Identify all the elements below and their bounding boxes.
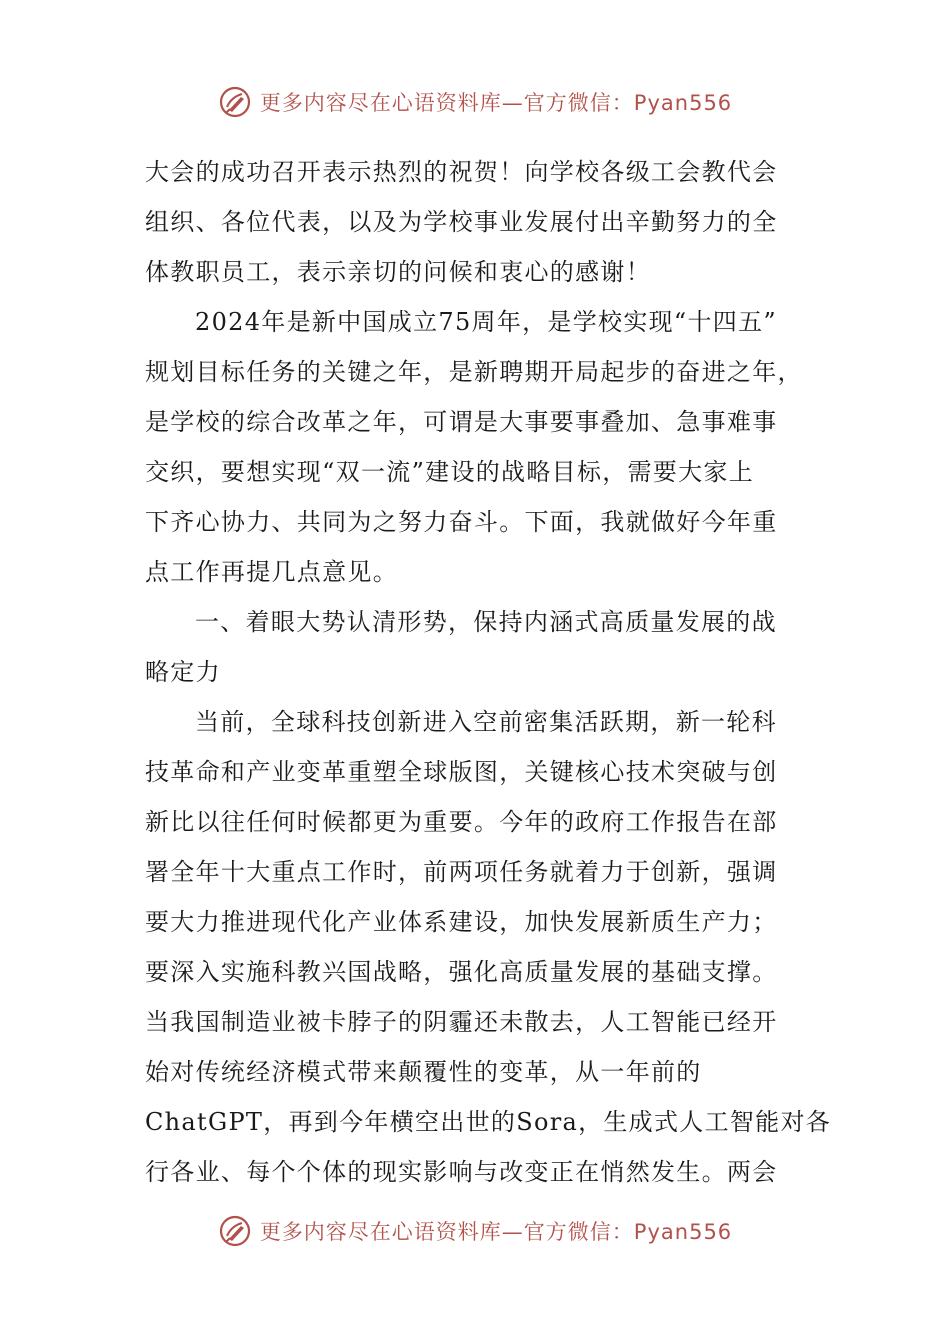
watermark-text: 更多内容尽在心语资料库—官方微信：Pyan556 bbox=[259, 1220, 733, 1244]
pen-logo-icon bbox=[218, 1214, 252, 1248]
watermark-banner-top bbox=[0, 80, 950, 124]
text-line: 新比以往任何时候都更为重要。今年的政府工作报告在部 bbox=[145, 808, 778, 836]
text-line: 行各业、每个个体的现实影响与改变正在悄然发生。两会 bbox=[145, 1158, 778, 1186]
text-line: 组织、各位代表，以及为学校事业发展付出辛勤努力的全 bbox=[145, 208, 778, 236]
text-line: 下齐心协力、共同为之努力奋斗。下面，我就做好今年重 bbox=[145, 508, 778, 536]
text-line: 当前，全球科技创新进入空前密集活跃期，新一轮科 bbox=[195, 708, 777, 736]
text-line: 大会的成功召开表示热烈的祝贺！向学校各级工会教代会 bbox=[145, 158, 778, 186]
pen-logo-icon bbox=[218, 85, 252, 119]
text-line: 是学校的综合改革之年，可谓是大事要事叠加、急事难事 bbox=[145, 408, 778, 436]
section-heading: 一、着眼大势认清形势，保持内涵式高质量发展的战 bbox=[195, 608, 777, 636]
text-line: 2024年是新中国成立75周年，是学校实现“十四五” bbox=[195, 308, 777, 336]
text-line: 署全年十大重点工作时，前两项任务就着力于创新，强调 bbox=[145, 858, 778, 886]
text-line: ChatGPT，再到今年横空出世的Sora，生成式人工智能对各 bbox=[145, 1108, 832, 1136]
document-body bbox=[145, 147, 832, 1197]
text-line: 要深入实施科教兴国战略，强化高质量发展的基础支撑。 bbox=[145, 958, 778, 986]
text-line: 要大力推进现代化产业体系建设，加快发展新质生产力； bbox=[145, 908, 778, 936]
text-line: 交织，要想实现“双一流”建设的战略目标，需要大家上 bbox=[145, 458, 755, 486]
text-line: 点工作再提几点意见。 bbox=[145, 558, 398, 586]
section-heading: 略定力 bbox=[145, 658, 221, 686]
text-line: 规划目标任务的关键之年，是新聘期开局起步的奋进之年， bbox=[145, 358, 803, 386]
text-line: 当我国制造业被卡脖子的阴霾还未散去，人工智能已经开 bbox=[145, 1008, 778, 1036]
text-line: 始对传统经济模式带来颠覆性的变革，从一年前的 bbox=[145, 1058, 702, 1086]
watermark-text: 更多内容尽在心语资料库—官方微信：Pyan556 bbox=[259, 91, 733, 115]
text-line: 体教职员工，表示亲切的问候和衷心的感谢！ bbox=[145, 258, 651, 286]
watermark-banner-bottom bbox=[0, 1209, 950, 1253]
text-line: 技革命和产业变革重塑全球版图，关键核心技术突破与创 bbox=[145, 758, 778, 786]
